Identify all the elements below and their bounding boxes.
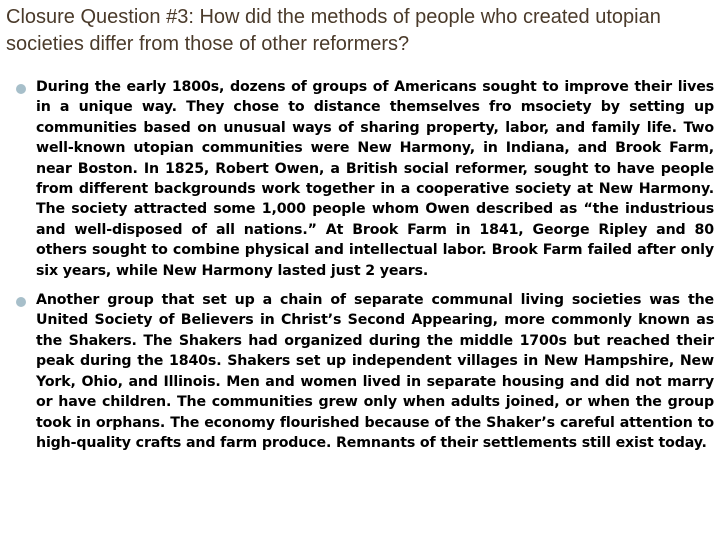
bullet-dot-icon [16,84,26,94]
bullet-item [0,290,720,453]
bullet-item [0,77,720,281]
bullet-dot-icon [16,297,26,307]
bullet-text: Another group that set up a chain of separate communal living societies was the United Society of Believers in Christ’s Second Appearing, more commonly known as the Shakers. The Shakers had organized during the middle 1700s but reached their peak during the 1840s. Shakers set up independent villages in New Hampshire, New York, Ohio, and Illinois. Men and women lived in separate housing and did not marry or have children. The communities grew only when adults joined, or when the group took in orphans. The economy flourished because of the Shaker’s careful attention to high-quality crafts and farm produce. Remnants of their settlements still exist today. [36,292,714,451]
slide-title: Closure Question #3: How did the methods of people who created utopian societies differ from those of other reformers? [6,6,661,55]
bullet-text: During the early 1800s, dozens of groups of Americans sought to improve their lives in a unique way. They chose to distance themselves fro msociety by setting up communities based on unusual ways of sharing property, labor, and family life. Two well-known utopian communities were New Harmony, in Indiana, and Brook Farm, near Boston. In 1825, Robert Owen, a British social reformer, sought to have people from different backgrounds work together in a cooperative society at New Harmony. The society attracted some 1,000 people whom Owen described as “the industrious and well-disposed of all nations.” At Brook Farm in 1841, George Ripley and 80 others sought to combine physical and intellectual labor. Brook Farm failed after only six years, while New Harmony lasted just 2 years. [36,79,714,279]
bullet-list [0,77,720,462]
